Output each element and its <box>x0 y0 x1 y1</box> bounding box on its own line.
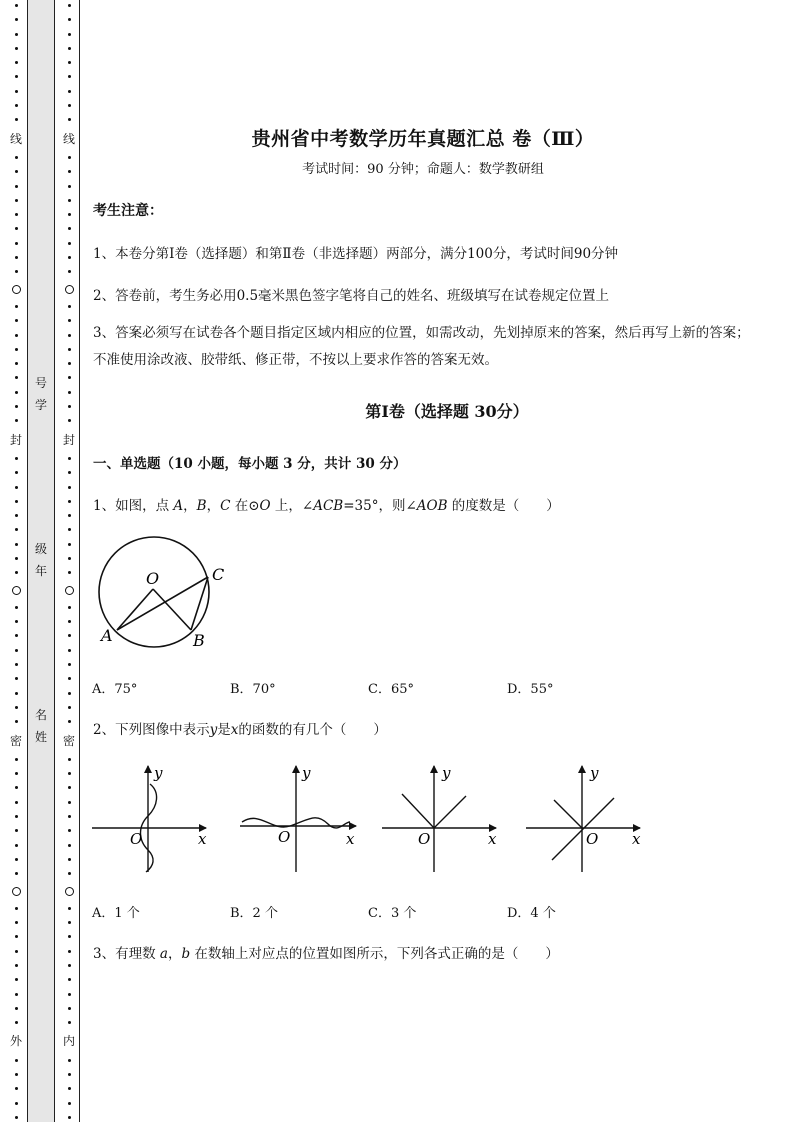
seal-dot <box>15 858 18 861</box>
seal-marker: 线 <box>9 131 22 146</box>
seal-dot <box>15 720 18 723</box>
seal-dot <box>68 319 71 322</box>
seal-marker: 封 <box>62 432 75 447</box>
seal-dot <box>15 1059 18 1062</box>
seal-dot <box>68 528 71 531</box>
svg-text:O: O <box>418 830 431 848</box>
seal-dot <box>68 1116 71 1119</box>
seal-dot <box>15 486 18 489</box>
seal-dot <box>15 1087 18 1090</box>
seal-dot <box>68 270 71 273</box>
seal-circle <box>12 887 21 896</box>
seal-dot <box>15 457 18 460</box>
seal-dot <box>15 500 18 503</box>
seal-dot <box>15 75 18 78</box>
seal-dot <box>68 348 71 351</box>
graph-3 <box>382 764 497 872</box>
seal-dot <box>68 620 71 623</box>
seal-dot <box>68 334 71 337</box>
seal-dot <box>68 199 71 202</box>
seal-dot <box>68 457 71 460</box>
note-2: 2、答卷前，考生务必用0.5毫米黑色签字笔将自己的姓名、班级填写在试卷规定位置上 <box>93 288 610 304</box>
seal-dot <box>68 758 71 761</box>
seal-dot <box>15 978 18 981</box>
seal-dot <box>15 1021 18 1024</box>
seal-dot <box>68 720 71 723</box>
seal-dot <box>68 649 71 652</box>
seal-dot <box>68 815 71 818</box>
seal-dot <box>15 677 18 680</box>
q1-option-d[interactable]: D．55° <box>507 682 554 697</box>
seal-circle <box>65 887 74 896</box>
label-c: C <box>212 565 225 584</box>
seal-dot <box>15 213 18 216</box>
seal-dot <box>15 844 18 847</box>
seal-circle <box>12 285 21 294</box>
seal-dot <box>68 104 71 107</box>
seal-dot <box>15 199 18 202</box>
seal-dot <box>68 786 71 789</box>
seal-dot <box>15 907 18 910</box>
graph-2 <box>240 764 356 872</box>
seal-dot <box>68 907 71 910</box>
seal-dot <box>68 1007 71 1010</box>
seal-marker: 外 <box>9 1034 22 1049</box>
svg-text:y: y <box>154 764 163 782</box>
label-o: O <box>146 569 160 588</box>
question-1: 1、如图，点 A，B，C 在⊙O 上，∠ACB=35°，则∠AOB 的度数是（ ） <box>93 498 560 514</box>
seal-dot <box>68 90 71 93</box>
seal-dot <box>15 706 18 709</box>
page-title: 贵州省中考数学历年真题汇总 卷（Ⅲ） <box>251 128 595 150</box>
seal-dot <box>15 692 18 695</box>
seal-dot <box>68 606 71 609</box>
seal-dot <box>15 104 18 107</box>
seal-dot <box>15 964 18 967</box>
seal-dot <box>15 90 18 93</box>
q1-option-a[interactable]: A．75° <box>92 682 138 697</box>
seal-dot <box>15 348 18 351</box>
seal-marker: 内 <box>62 1034 75 1049</box>
seal-dot <box>15 376 18 379</box>
seal-dot <box>68 75 71 78</box>
seal-dot <box>68 1059 71 1062</box>
seal-dot <box>15 471 18 474</box>
seal-dot <box>68 993 71 996</box>
seal-dot <box>15 227 18 230</box>
seal-dot <box>68 242 71 245</box>
note-3: 3、答案必须写在试卷各个题目指定区域内相应的位置，如需改动，先划掉原来的答案，然后再写上新的答案；不准使用涂改液、胶带纸、修正带，不按以上要求作答的答案无效。 <box>93 325 750 368</box>
seal-dot <box>68 950 71 953</box>
seal-dot <box>68 844 71 847</box>
student-number-field: 号 学 <box>34 376 47 412</box>
seal-dot <box>68 376 71 379</box>
label-b: B <box>193 631 205 650</box>
name-field: 名 姓 <box>34 708 47 744</box>
seal-dot <box>68 471 71 474</box>
svg-text:x: x <box>488 830 497 848</box>
seal-dot <box>15 61 18 64</box>
seal-dot <box>15 935 18 938</box>
seal-marker: 密 <box>9 733 22 748</box>
seal-dot <box>15 1073 18 1076</box>
seal-dot <box>68 677 71 680</box>
curve-4b <box>554 800 582 828</box>
seal-dot <box>68 1102 71 1105</box>
seal-dot <box>68 964 71 967</box>
seal-dot <box>68 921 71 924</box>
seal-dot <box>68 61 71 64</box>
seal-dot <box>68 213 71 216</box>
seal-dot <box>15 663 18 666</box>
seal-dot <box>15 829 18 832</box>
seal-dot <box>68 227 71 230</box>
seal-dot <box>15 319 18 322</box>
seal-dot <box>15 33 18 36</box>
question-2: 2、下列图像中表示y是x的函数的有几个（ ） <box>93 722 387 738</box>
seal-dot <box>68 486 71 489</box>
seal-dot <box>15 528 18 531</box>
seal-dot <box>15 1102 18 1105</box>
seal-dot <box>68 801 71 804</box>
seal-dot <box>68 858 71 861</box>
svg-text:y: y <box>302 764 311 782</box>
seal-circle <box>65 586 74 595</box>
seal-marker: 封 <box>9 432 22 447</box>
q1-option-c[interactable]: C．65° <box>368 682 414 697</box>
seal-dot <box>68 514 71 517</box>
seal-dot <box>15 993 18 996</box>
seal-dot <box>15 242 18 245</box>
seal-dot <box>68 557 71 560</box>
q2-option-b[interactable]: B．2 个 <box>230 906 278 921</box>
seal-dot <box>68 772 71 775</box>
seal-dot <box>15 270 18 273</box>
svg-text:x: x <box>632 830 641 848</box>
seal-dot <box>15 772 18 775</box>
seal-dot <box>68 978 71 981</box>
seal-dot <box>68 362 71 365</box>
seal-dot <box>15 362 18 365</box>
seal-dot <box>15 256 18 259</box>
seal-dot <box>15 1116 18 1119</box>
seal-dot <box>15 921 18 924</box>
svg-text:x: x <box>346 830 355 848</box>
seal-dot <box>15 4 18 7</box>
seal-dot <box>68 4 71 7</box>
function-graphs <box>88 760 648 876</box>
q2-option-d[interactable]: D．4 个 <box>507 906 556 921</box>
seal-dot <box>15 786 18 789</box>
seal-dot <box>68 256 71 259</box>
seal-dot <box>15 47 18 50</box>
seal-dot <box>15 391 18 394</box>
seal-dot <box>15 18 18 21</box>
seal-dot <box>15 1007 18 1010</box>
svg-text:y: y <box>442 764 451 782</box>
q1-option-b[interactable]: B．70° <box>230 682 276 697</box>
seal-dot <box>15 620 18 623</box>
seal-circle <box>65 285 74 294</box>
circle-figure <box>92 530 242 652</box>
seal-dot <box>15 571 18 574</box>
seal-dot <box>15 634 18 637</box>
seal-dot <box>15 649 18 652</box>
seal-dot <box>15 872 18 875</box>
note-1: 1、本卷分第Ⅰ卷（选择题）和第Ⅱ卷（非选择题）两部分，满分100分，考试时间90分钟 <box>93 246 619 262</box>
graph-4 <box>526 764 641 872</box>
seal-dot <box>68 663 71 666</box>
q2-option-c[interactable]: C．3 个 <box>368 906 417 921</box>
seal-dot <box>15 334 18 337</box>
svg-text:O: O <box>586 830 599 848</box>
svg-text:y: y <box>590 764 599 782</box>
seal-dot <box>15 305 18 308</box>
seal-dot <box>68 1073 71 1076</box>
svg-text:x: x <box>198 830 207 848</box>
seal-dot <box>15 815 18 818</box>
seal-dot <box>68 571 71 574</box>
seal-dot <box>68 500 71 503</box>
label-a: A <box>101 626 113 645</box>
seal-dot <box>68 706 71 709</box>
seal-dot <box>15 543 18 546</box>
seal-dot <box>68 935 71 938</box>
question-3: 3、有理数 a，b 在数轴上对应点的位置如图所示，下列各式正确的是（ ） <box>93 946 559 962</box>
seal-dot <box>68 543 71 546</box>
seal-dot <box>68 1021 71 1024</box>
seal-dot <box>15 950 18 953</box>
exam-info: 考试时间：90 分钟；命题人：数学教研组 <box>302 162 544 177</box>
q2-option-a[interactable]: A．1 个 <box>92 906 140 921</box>
seal-dot <box>68 118 71 121</box>
section-title: 一、单选题（10 小题，每小题 3 分，共计 30 分） <box>93 456 407 472</box>
seal-dot <box>15 185 18 188</box>
seal-dot <box>15 606 18 609</box>
seal-dot <box>68 829 71 832</box>
segment-ao <box>117 589 153 630</box>
seal-dot <box>15 758 18 761</box>
seal-dot <box>68 33 71 36</box>
seal-dot <box>68 391 71 394</box>
seal-dot <box>15 118 18 121</box>
seal-dot <box>68 305 71 308</box>
seal-dot <box>68 47 71 50</box>
seal-dot <box>68 634 71 637</box>
seal-circle <box>12 586 21 595</box>
seal-dot <box>68 1087 71 1090</box>
seal-dot <box>15 514 18 517</box>
seal-marker: 密 <box>62 733 75 748</box>
svg-text:O: O <box>130 830 143 848</box>
seal-dot <box>68 692 71 695</box>
grade-field: 级 年 <box>34 542 47 578</box>
seal-dot <box>15 801 18 804</box>
seal-dot <box>68 872 71 875</box>
seal-dot <box>68 18 71 21</box>
segment-ob <box>153 589 191 630</box>
svg-text:O: O <box>278 828 291 846</box>
seal-marker: 线 <box>62 131 75 146</box>
notes-heading: 考生注意： <box>93 203 163 219</box>
seal-dot <box>68 185 71 188</box>
graph-1 <box>92 764 207 872</box>
seal-dot <box>15 557 18 560</box>
part-title: 第Ⅰ卷（选择题 30分） <box>365 402 529 421</box>
